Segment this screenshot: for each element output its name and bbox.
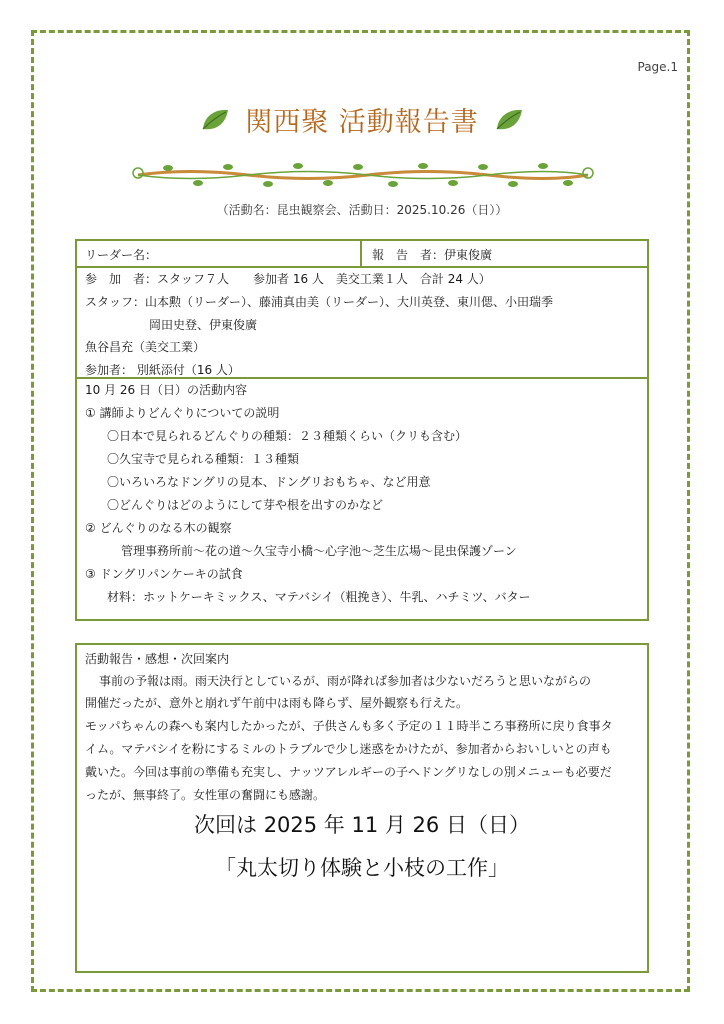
reporter-label: 報 告 者：伊東俊廣 [372,248,493,262]
leader-divider [360,241,362,266]
participants-line: 参加者： 別紙添付（16 人） [85,363,240,377]
report-text-line: ったが、無事終了。女性軍の奮闘にも感謝。 [85,788,326,802]
report-heading: 活動報告・感想・次回案内 [85,652,230,666]
activity-item-2: ② どんぐりのなる木の観察 [85,521,232,535]
leaf-icon-left [200,107,230,133]
page-title: 関西聚 活動報告書 [245,107,479,138]
activity-ingredients: 材料：ホットケーキミックス、マテバシイ（粗挽き）、牛乳、ハチミツ、バター [107,590,531,604]
leader-row [77,241,647,268]
report-text-line: 開催だったが、意外と崩れず午前中は雨も降らず、屋外観察も行えた。 [85,696,469,710]
title-row [0,100,724,139]
activity-subitem: 〇どんぐりはどのようにして芽や根を出すのかなど [107,498,384,512]
page-number: Page.1 [637,60,678,74]
report-info-box [75,239,649,621]
staff-line-continued: 岡田史登、伊東俊廣 [149,318,258,332]
activity-route: 管理事務所前〜花の道〜久宝寺小橋〜心字池〜芝生広場〜昆虫保護ゾーン [121,544,517,558]
staff-partner-line: 魚谷昌充（美交工業） [85,340,206,354]
report-text-line: 戴いた。今回は事前の準備も充実し、ナッツアレルギーの子へドングリなしの別メニューも必要だ [85,765,612,779]
activity-item-1: ① 講師よりどんぐりについての説明 [85,406,280,420]
report-text-line: イム。マテバシイを粉にするミルのトラブルで少し迷惑をかけたが、参加者からおいしいとの声も [85,742,612,756]
activity-subitem: 〇久宝寺で見られる種類：１３種類 [107,452,300,466]
next-event: 「丸太切り体験と小枝の工作」 [215,856,509,880]
report-box [75,643,649,973]
next-date: 次回は 2025 年 11 月 26 日（日） [194,813,530,837]
vine-ornament-icon [128,158,598,192]
activity-subitem: 〇日本で見られるどんぐりの種類：２３種類くらい（クリも含む） [107,429,468,443]
activity-subitem: 〇いろいろなドングリの見本、ドングリおもちゃ、など用意 [107,475,431,489]
leader-label: リーダー名： [85,248,158,262]
staff-line: スタッフ：山本勲（リーダー）、藤浦真由美（リーダー）、大川英登、東川偲、小田瑞季 [85,295,554,309]
activity-heading: 10 月 26 日（日）の活動内容 [85,383,247,397]
report-text-line: モッパちゃんの森へも案内したかったが、子供さんも多く予定の１１時半ころ事務所に戻り食事タ [85,719,613,733]
leaf-icon-right [494,107,524,133]
members-section [77,266,647,379]
activity-item-3: ③ ドングリパンケーキの試食 [85,567,243,581]
activity-subtitle: （活動名：昆虫観察会、活動日：2025.10.26（日）） [216,203,508,217]
members-summary: 参 加 者：スタッフ７人 参加者 16 人 美交工業１人 合計 24 人） [85,272,491,286]
report-text-line: 事前の予報は雨。雨天決行としているが、雨が降れば参加者は少ないだろうと思いながらの [99,674,592,688]
